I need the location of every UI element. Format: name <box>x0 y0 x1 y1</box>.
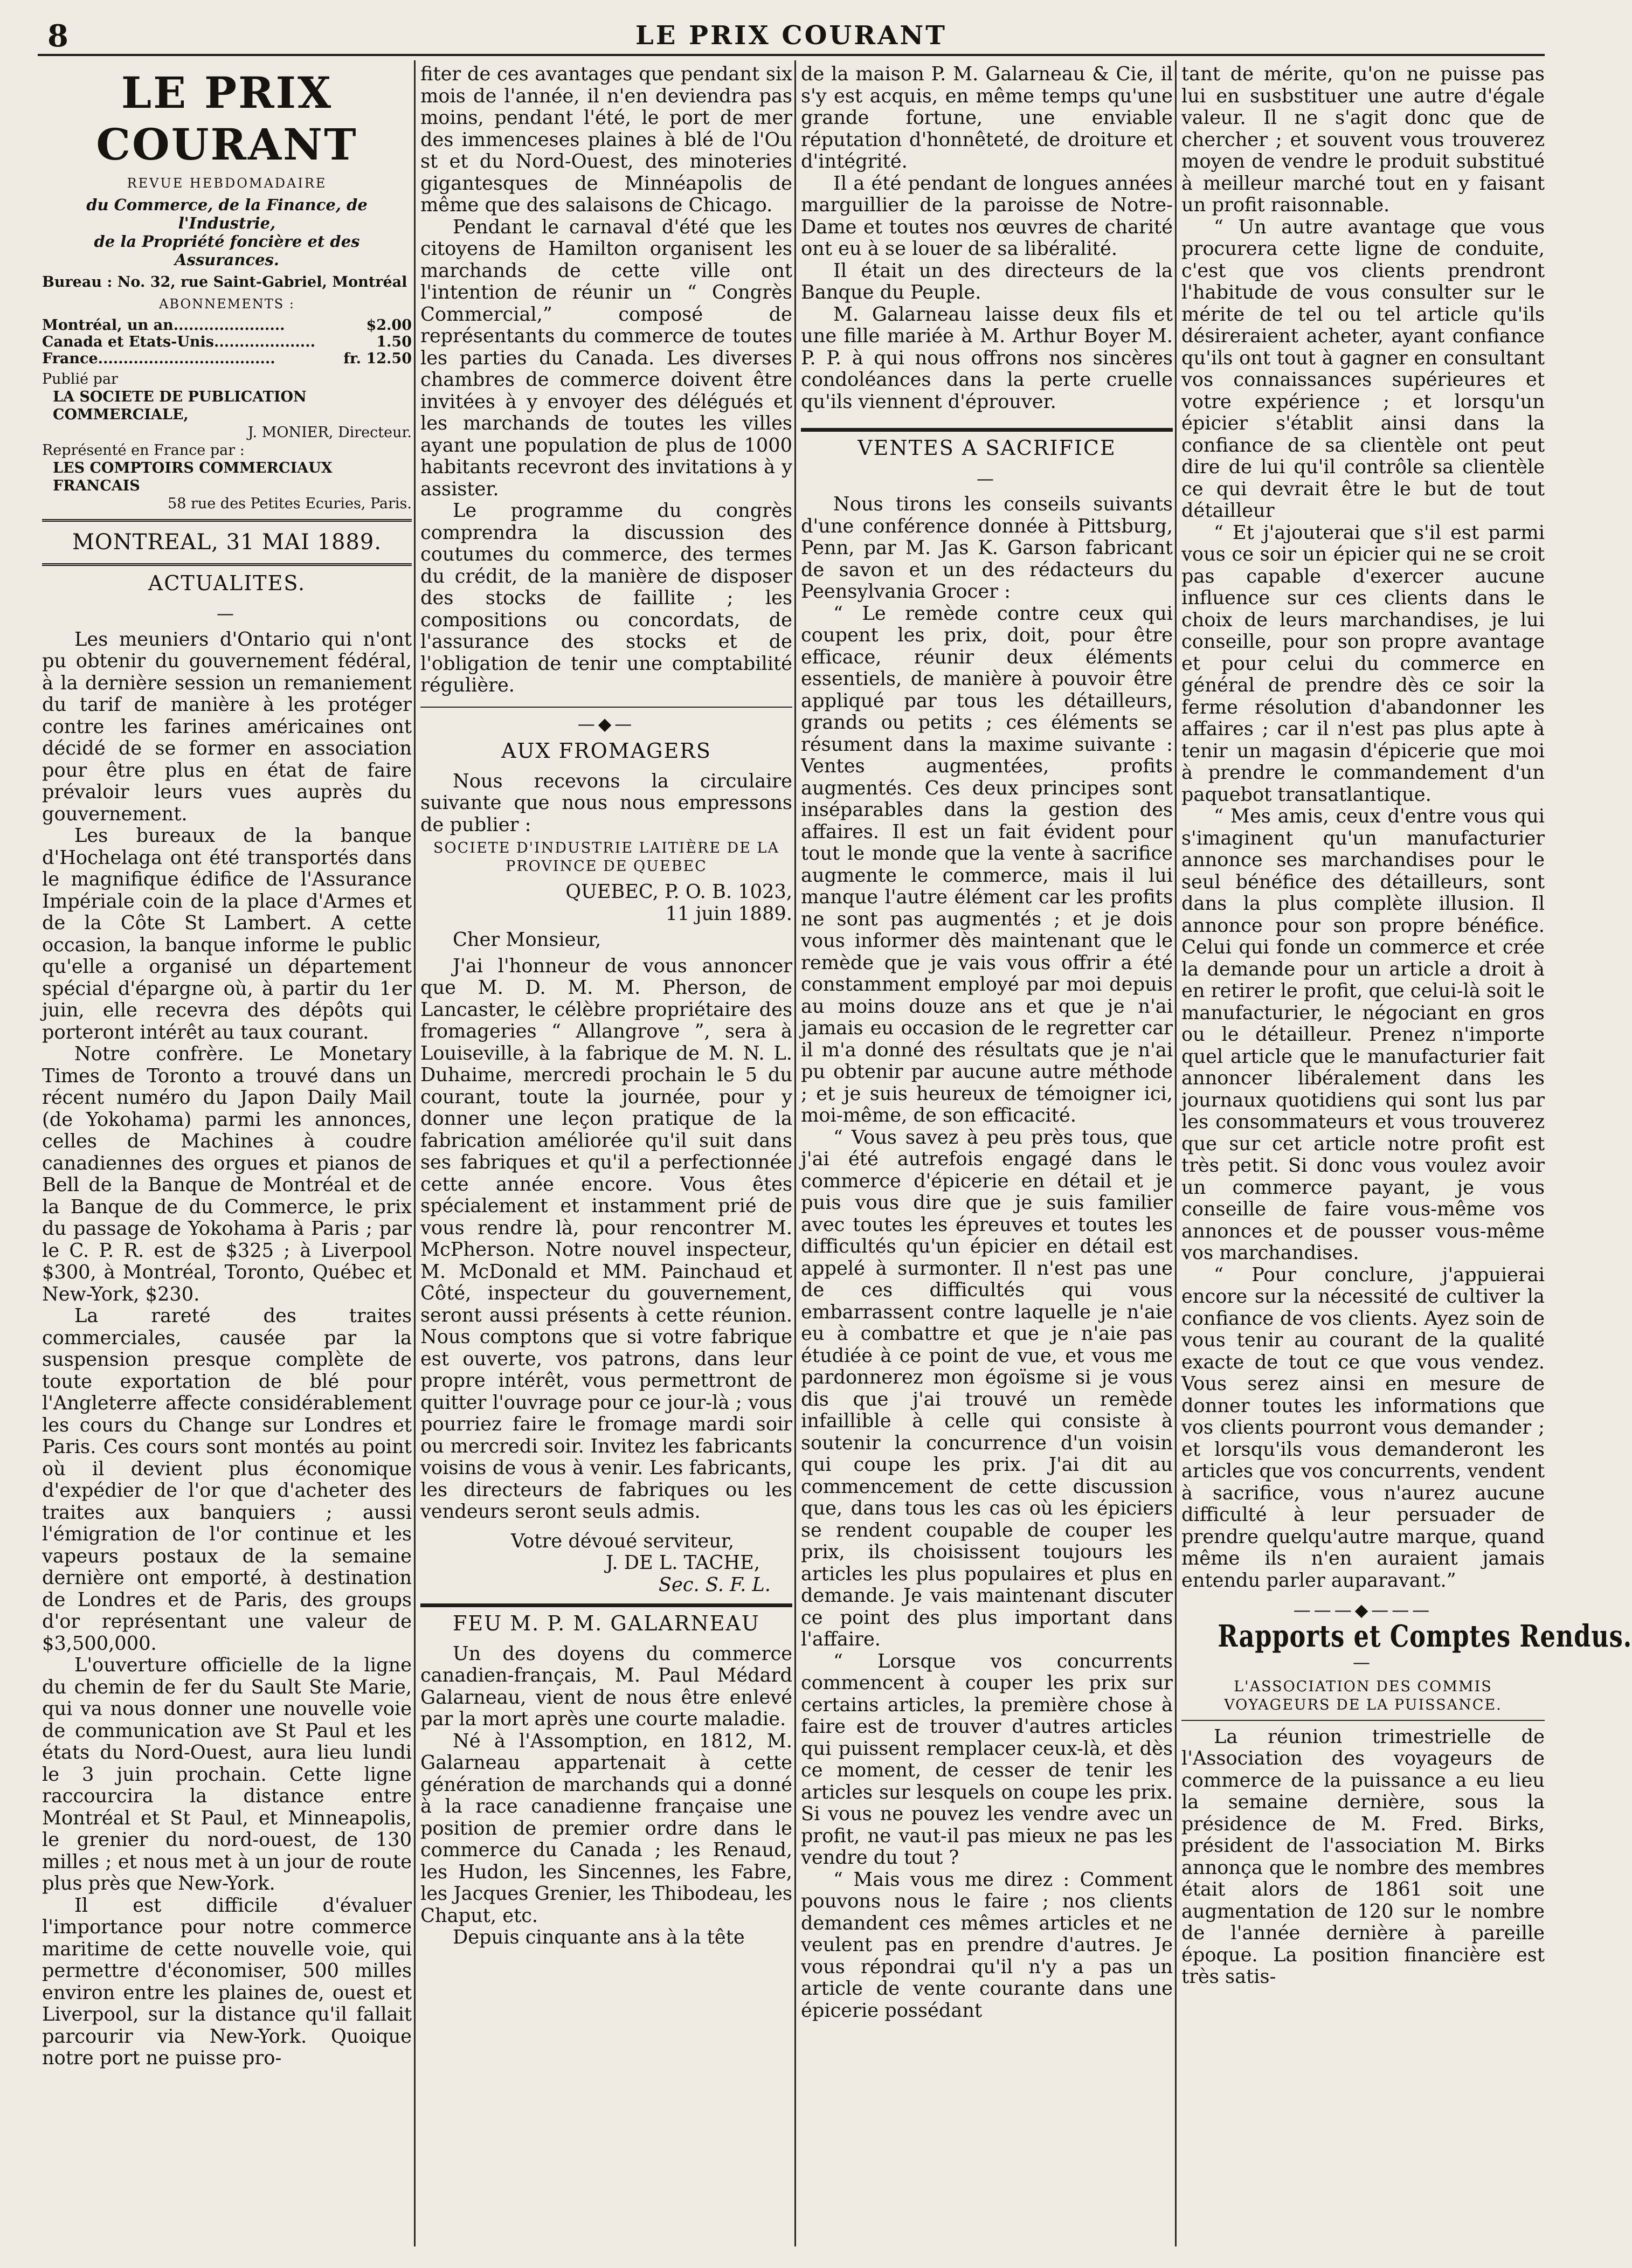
masthead-title: LE PRIX COURANT <box>96 67 358 170</box>
section-ornament: —◆— <box>577 713 635 734</box>
section-divider-thick <box>420 1603 792 1607</box>
column-2 <box>420 64 792 2246</box>
ventes-paragraph: “ Un autre avantage que vous procurera cette ligne de conduite, c'est que vos clients prendront l'habitude de vous consulter sur le mérite de tel ou tel article qu'ils désireraient acheter, ayant confiance qu'ils ont tout à gagner en consultant vos connaissances supérieures et votre expérience ; et lorsqu'un épicier s'établit ainsi dans la confiance de sa clientèle ont peut dire de lui qu'il contrôle sa clientèle ce qui devrait être le but de tout détailleur <box>1181 216 1545 522</box>
masthead-line-1: du Commerce, de la Finance, de l'Industrie, <box>86 195 368 232</box>
heading-ornament: — <box>977 468 997 489</box>
price-value: 1.50 <box>376 334 412 350</box>
section-divider <box>1181 1720 1545 1721</box>
article-paragraph: fiter de ces avantages que pendant six mois de l'année, il n'en deviendra pas moins, pendant l'été, le port de mer des immenceses plaines à blé de l'Ou st et du Nord-Ouest, des minoteries gigantesques de Minnéapolis de même que des salaisons de Chicago. <box>420 63 792 216</box>
section-ornament: ———◆——— <box>1293 1600 1433 1620</box>
masthead-divider <box>42 519 412 522</box>
article-paragraph: Pendant le carnaval d'été que les citoyens de Hamilton organisent les marchands de cette ville ont l'intention de réunir un “ Congrès Commercial,” composé de représentants du commerce de toutes les parties du Canada. Les diverses chambres de commerce doivent être invitées à y envoyer des délégués et les marchands de toutes les villes ayant une population de plus de 1000 habitants recevront des invitations à y assister. <box>420 216 792 500</box>
society-name: SOCIETE D'INDUSTRIE LAITIÈRE DE LA PROVINCE DE QUEBEC <box>433 840 779 875</box>
letter-body <box>420 956 792 1523</box>
page-number: 8 <box>47 18 68 54</box>
price-label: France................................... <box>42 350 275 367</box>
letter-place: QUEBEC, P. O. B. 1023, <box>565 881 792 903</box>
column-rule-2 <box>794 60 796 2246</box>
publisher-line: Publié par <box>42 371 118 388</box>
column-4 <box>1181 63 1632 2246</box>
letter-salutation: Cher Monsieur, <box>453 929 601 951</box>
price-value: $2.00 <box>366 317 412 334</box>
publisher-line: LA SOCIETE DE PUBLICATION COMMERCIALE, <box>53 389 307 423</box>
actualites-paragraph: La rareté des traites commerciales, causée par la suspension presque complète de toute exportation de blé pour l'Angleterre affecte considérablement les cours du Change sur Londres et Paris. Ces cours sont montés au point où il devient plus économique d'expédier de l'or que d'acheter des traites aux banquiers ; aussi l'émigration de l'or continue et les vapeurs postaux de la semaine dernière ont emporté, à destination de Londres et de Paris, des groups d'or représentant une valeur de $3,500,000. <box>42 1305 412 1655</box>
galarneau-continued <box>801 64 1173 413</box>
heading-ornament: — <box>217 603 237 624</box>
ventes-paragraph: “ Le remède contre ceux qui coupent les prix, doit, pour être efficace, réunir deux éléments essentiels, de manière à pouvoir être appliqué par tous les détailleurs, grands ou petits ; ces éléments se résument dans la maxime suivante : Ventes augmentées, profits augmentés. Ces deux principes sont inséparables dans la gestion des affaires. Il est un fait évident pour tout le monde que la vente à sacrifice augmente le commerce, mais il lui manque l'autre élément car les profits ne sont pas augmentés ; et je dois vous informer dès maintenant que le remède que je vais vous offrir a été constamment employé par moi depuis au moins douze ans et que je n'ai jamais eu occasion de le regretter car il m'a donné des résultats que je n'ai pu obtenir par aucune autre méthode ; et je suis heureux de témoigner ici, moi-même, de son efficacité. <box>801 602 1173 1126</box>
galarneau-paragraph: Depuis cinquante ans à la tête <box>453 1926 745 1948</box>
col2-continued-text <box>420 64 792 697</box>
ventes-body <box>801 494 1173 2022</box>
actualites-heading: ACTUALITES. <box>148 571 306 595</box>
bureau-address: Bureau : No. 32, rue Saint-Gabriel, Montréal <box>42 273 407 291</box>
abonnements-label: ABONNEMENTS : <box>159 296 295 312</box>
rapports-subheading: L'ASSOCIATION DES COMMIS VOYAGEURS DE LA PUISSANCE. <box>1224 1678 1502 1713</box>
rapports-body <box>1181 1726 1545 1988</box>
galarneau-paragraph: Né à l'Assomption, en 1812, M. Galarneau appartenait à cette génération de marchands qui a donné à la race canadienne française une position de premier ordre dans le commerce du Canada ; les Renaud, les Hudon, les Sincennes, les Fabre, les Jacques Grenier, les Thibodeau, les Chaput, etc. <box>420 1730 792 1927</box>
actualites-paragraph: Les meuniers d'Ontario qui n'ont pu obtenir du gouvernement fédéral, à la dernière session un remaniement du tarif de manière à les protéger contre les farines américaines ont décidé de se former en association pour être plus en état de faire prévaloir leurs vues auprès du gouvernement. <box>42 628 412 825</box>
subscription-prices <box>42 317 412 367</box>
letter-signature-title: Sec. S. F. L. <box>658 1573 771 1596</box>
masthead-subtitle: REVUE HEBDOMADAIRE <box>127 176 327 191</box>
price-row <box>42 334 412 350</box>
column-rule-1 <box>414 60 416 2246</box>
actualites-paragraph: Notre confrère. Le Monetary Times de Toronto a trouvé dans un récent numéro du Japon Daily Mail (de Yokohama) parmi les annonces, celles de Machines à coudre canadiennes des orgues et pianos de Bell de la Banque de Montréal et de la Banque de du Commerce, le prix du passage de Yokohama à Paris ; par le C. P. R. est de $325 ; à Liverpool $300, à Montréal, Toronto, Québec et New-York, $230. <box>42 1043 412 1305</box>
ventes-paragraph: “ Pour conclure, j'appuierai encore sur la nécessité de cultiver la confiance de vos clients. Ayez soin de vous tenir au courant de la qualité exacte de tout ce que vous vendez. Vous serez ainsi en mesure de donner toutes les informations que vos clients pourront vous demander ; et lorsqu'ils vous demanderont les articles que vos concurrents, vendent à sacrifice, vous n'aurez aucune difficulté à leur persuader de prendre quelqu'autre marque, quand même ils n'en auraient jamais entendu parler auparavant.” <box>1181 1263 1545 1592</box>
letter-date: 11 juin 1889. <box>665 902 792 925</box>
price-row <box>42 317 412 334</box>
galarneau-body <box>420 1643 792 1949</box>
column-1 <box>42 64 412 2246</box>
galarneau-paragraph: Il était un des directeurs de la Banque du Peuple. <box>801 259 1173 303</box>
ventes-paragraph: “ Et j'ajouterai que s'il est parmi vous ce soir un épicier qui ne se croit pas capable d'exercer aucune influence sur ces clients dans le choix de leurs marchandises, je lui conseille, pour son propre avantage et pour celui du commerce en général de prendre dès ce soir la ferme résolution d'abandonner les affaires ; car il n'est pas plus apte à tenir un magasin d'épicerie que moi à prendre le commandement d'un paquebot transatlantique. <box>1181 521 1545 806</box>
ventes-paragraph: “ Vous savez à peu près tous, que j'ai été autrefois engagé dans le commerce d'épicerie en détail et je puis vous dire que je suis familier avec toutes les épreuves et toutes les difficultés qu'un épicier en détail est appelé à surmonter. Il n'est pas une de ces difficultés qui vous embarrassent contre laquelle je n'aie eu à combattre et que je n'aie pas étudiée à ce point de vue, et vous me pardonnerez mon égoïsme si je vous dis que j'ai trouvé un remède infaillible à celle qui consiste à soutenir la concurrence d'un voisin qui coupe les prix. J'ai dit au commencement de cette discussion que, dans tous les cas où les épiciers se rendent coupable de couper les prix, ils choisissent toujours les articles les plus populaires et plus en demande. Je vais maintenant discuter ce point des plus important dans l'affaire. <box>801 1126 1173 1650</box>
actualites-paragraph: Il est difficile d'évaluer l'importance pour notre commerce maritime de cette nouvelle voie, qui permettre d'économiser, 500 milles environ entre les plaines de, ouest et Liverpool, sur la distance qu'il fallait parcourir via New-York. Quoique notre port ne puisse pro- <box>42 1894 412 2069</box>
rapports-heading: Rapports et Comptes Rendus. <box>1218 1618 1632 1654</box>
ventes-paragraph: tant de mérite, qu'on ne puisse pas lui en susbstituer une autre d'égale valeur. Il ne s'agit donc que de chercher ; et souvent vous trouverez moyen de vendre le produit substitué à meilleur marché tout en y faisant un profit raisonnable. <box>1181 63 1545 216</box>
section-divider <box>420 707 792 708</box>
galarneau-heading: FEU M. P. M. GALARNEAU <box>453 1612 760 1635</box>
galarneau-paragraph: Il a été pendant de longues années marguillier de la paroisse de Notre-Dame et toutes nos œuvres de charité ont eu à se louer de sa libéralité. <box>801 172 1173 260</box>
ventes-paragraph: “ Mais vous me direz : Comment pouvons nous le faire ; nos clients demandent ces mêmes articles et ne veulent pas en prendre d'autres. Je vous répondrai qu'il n'y a pas un article de vente courante dans une épicerie possédant <box>801 1868 1173 2022</box>
publisher-info <box>42 370 412 513</box>
issue-dateline: MONTREAL, 31 MAI 1889. <box>72 530 382 555</box>
actualites-paragraph: Les bureaux de la banque d'Hochelaga ont été transportés dans le magnifique édifice de l'Assurance Impériale coin de la place d'Armes et de la Côte St Lambert. A cette occasion, la banque informe le public qu'elle a organisé un département spécial d'épargne où, à partir du 1er juin, elle recevra des dépôts qui porteront intérêt au taux courant. <box>42 825 412 1043</box>
running-title: LE PRIX COURANT <box>635 20 948 51</box>
ventes-heading: VENTES A SACRIFICE <box>858 436 1116 460</box>
rapports-paragraph: La réunion trimestrielle de l'Association des voyageurs de commerce de la puissance a eu lieu la semaine dernière, sous la présidence de M. Fred. Birks, président de l'association M. Birks annonça que le nombre des membres était alors de 1861 soit une augmentation de 120 sur le nombre de l'année dernière à pareille époque. La position financière est très satis- <box>1181 1725 1545 1988</box>
publisher-line: 58 rue des Petites Ecuries, Paris. <box>168 495 412 512</box>
dateline-divider <box>42 563 412 566</box>
ventes-paragraph: “ Mes amis, ceux d'entre vous qui s'imaginent qu'un manufacturier annonce ses marchandises pour le seul bénéfice des détailleurs, sont dans la plus complète illusion. Il annonce pour son propre bénéfice. Celui qui fonde un commerce et crée la demande pour un article a droit à en retirer le profit, que celui-là soit le manufacturier, le négociant en gros ou le détailleur. Prenez n'importe quel article que le manufacturier fait annoncer libéralement dans les journaux quotidiens qui sont lus par les consommateurs et vous trouverez que sur cet article notre profit est très petit. Si donc vous voulez avoir un commerce payant, je vous conseille de faire vous-même vos annonces et de pousser vous-même vos marchandises. <box>1181 805 1545 1264</box>
publisher-line: LES COMPTOIRS COMMERCIAUX FRANCAIS <box>53 460 333 494</box>
galarneau-paragraph: M. Galarneau laisse deux fils et une fille mariée à M. Arthur Boyer M. P. P. à qui nous offrons nos sincères condoléances dans la perte cruelle qu'ils viennent d'éprouver. <box>801 303 1173 413</box>
article-paragraph: Le programme du congrès comprendra la discussion des coutumes du commerce, des termes du crédit, de la manière de disposer des stocks de faillite ; les compositions ou concordats, de l'assurance des stocks et de l'obligation de tenir une comptabilité régulière. <box>420 500 792 696</box>
actualites-body <box>42 629 412 2070</box>
actualites-paragraph: L'ouverture officielle de la ligne du chemin de fer du Sault Ste Marie, qui va nous donner une nouvelle voie de communication ave St Paul et les états du Nord-Ouest, aura lieu lundi le 3 juin prochain. Cette ligne raccourcira la distance entre Montréal et St Paul, et Minneapolis, le grenier du nord-ouest, de 130 milles ; et nous met à un jour de route plus près que New-York. <box>42 1654 412 1894</box>
galarneau-paragraph: Un des doyens du commerce canadien-français, M. Paul Médard Galarneau, vient de nous être enlevé par la mort après une courte maladie. <box>420 1642 792 1730</box>
masthead-bureau <box>42 273 412 291</box>
section-divider-thick <box>801 428 1173 432</box>
ventes-paragraph: “ Lorsque vos concurrents commencent à couper les prix sur certains articles, la première chose à faire est de trouver d'autres articles qui puissent remplacer ceux-là, et dès ce moment, de cesser de tenir les articles sur lesquels on coupe les prix. Si vous ne pouvez les vendre avec un profit, ne vaut-il pas mieux ne pas les vendre du tout ? <box>801 1650 1173 1869</box>
price-row <box>42 350 412 367</box>
fromagers-intro: Nous recevons la circulaire suivante que nous nous empressons de publier : <box>420 770 792 836</box>
price-value: fr. 12.50 <box>343 350 412 367</box>
galarneau-paragraph: de la maison P. M. Galarneau & Cie, il s'y est acquis, en même temps qu'une grande fortune, une enviable réputation d'honnêteté, de droiture et d'intégrité. <box>801 63 1173 172</box>
publisher-line: J. MONIER, Directeur. <box>247 424 412 441</box>
column-3 <box>801 64 1173 2246</box>
letter-paragraph: J'ai l'honneur de vous annoncer que M. D. M. M. Pherson, de Lancaster, le célèbre propriétaire des fromageries “ Allangrove ”, sera à Louiseville, à la fabrique de M. N. L. Duhaime, mercredi prochain le 5 du courant, toute la journée, pour y donner une leçon pratique de la fabrication améliorée qu'il suit dans ses fabriques et qu'il a perfectionnée cette année encore. Vous êtes spécialement et instamment prié de vous rendre là, pour rencontrer M. McPherson. Notre nouvel inspecteur, M. McDonald et MM. Painchaud et Côté, inspecteur du gouvernement, seront aussi présents à cette réunion. Nous comptons que si votre fabrique est ouverte, vos patrons, dans leur propre intérêt, vous permettront de quitter l'ouvrage pour ce jour-là ; vous pourriez faire le fromage mardi soir ou mercredi soir. Invitez les fabricants voisins de vous à venir. Les fabricants, les directeurs de fabriques ou les vendeurs seront seuls admis. <box>420 955 792 1523</box>
heading-ornament: — <box>1353 1652 1373 1672</box>
ventes-paragraph: Nous tirons les conseils suivants d'une conférence donnée à Pittsburg, Penn, par M. Jas K. Garson fabricant de savon et un des rédacteurs du Peensylvania Grocer : <box>801 493 1173 603</box>
letter-signature: J. DE L. TACHE, <box>606 1552 760 1574</box>
column-rule-3 <box>1175 60 1177 2246</box>
publisher-line: Représenté en France par : <box>42 442 245 459</box>
fromagers-heading: AUX FROMAGERS <box>501 739 711 763</box>
price-label: Canada et Etats-Unis.................... <box>42 334 315 350</box>
letter-closing: Votre dévoué serviteur, <box>510 1530 735 1552</box>
ventes-continued <box>1181 64 1545 1592</box>
running-head <box>38 16 1545 56</box>
price-label: Montréal, un an...................... <box>42 317 285 334</box>
masthead-line-2: de la Propriété foncière et des Assurances. <box>94 232 360 269</box>
